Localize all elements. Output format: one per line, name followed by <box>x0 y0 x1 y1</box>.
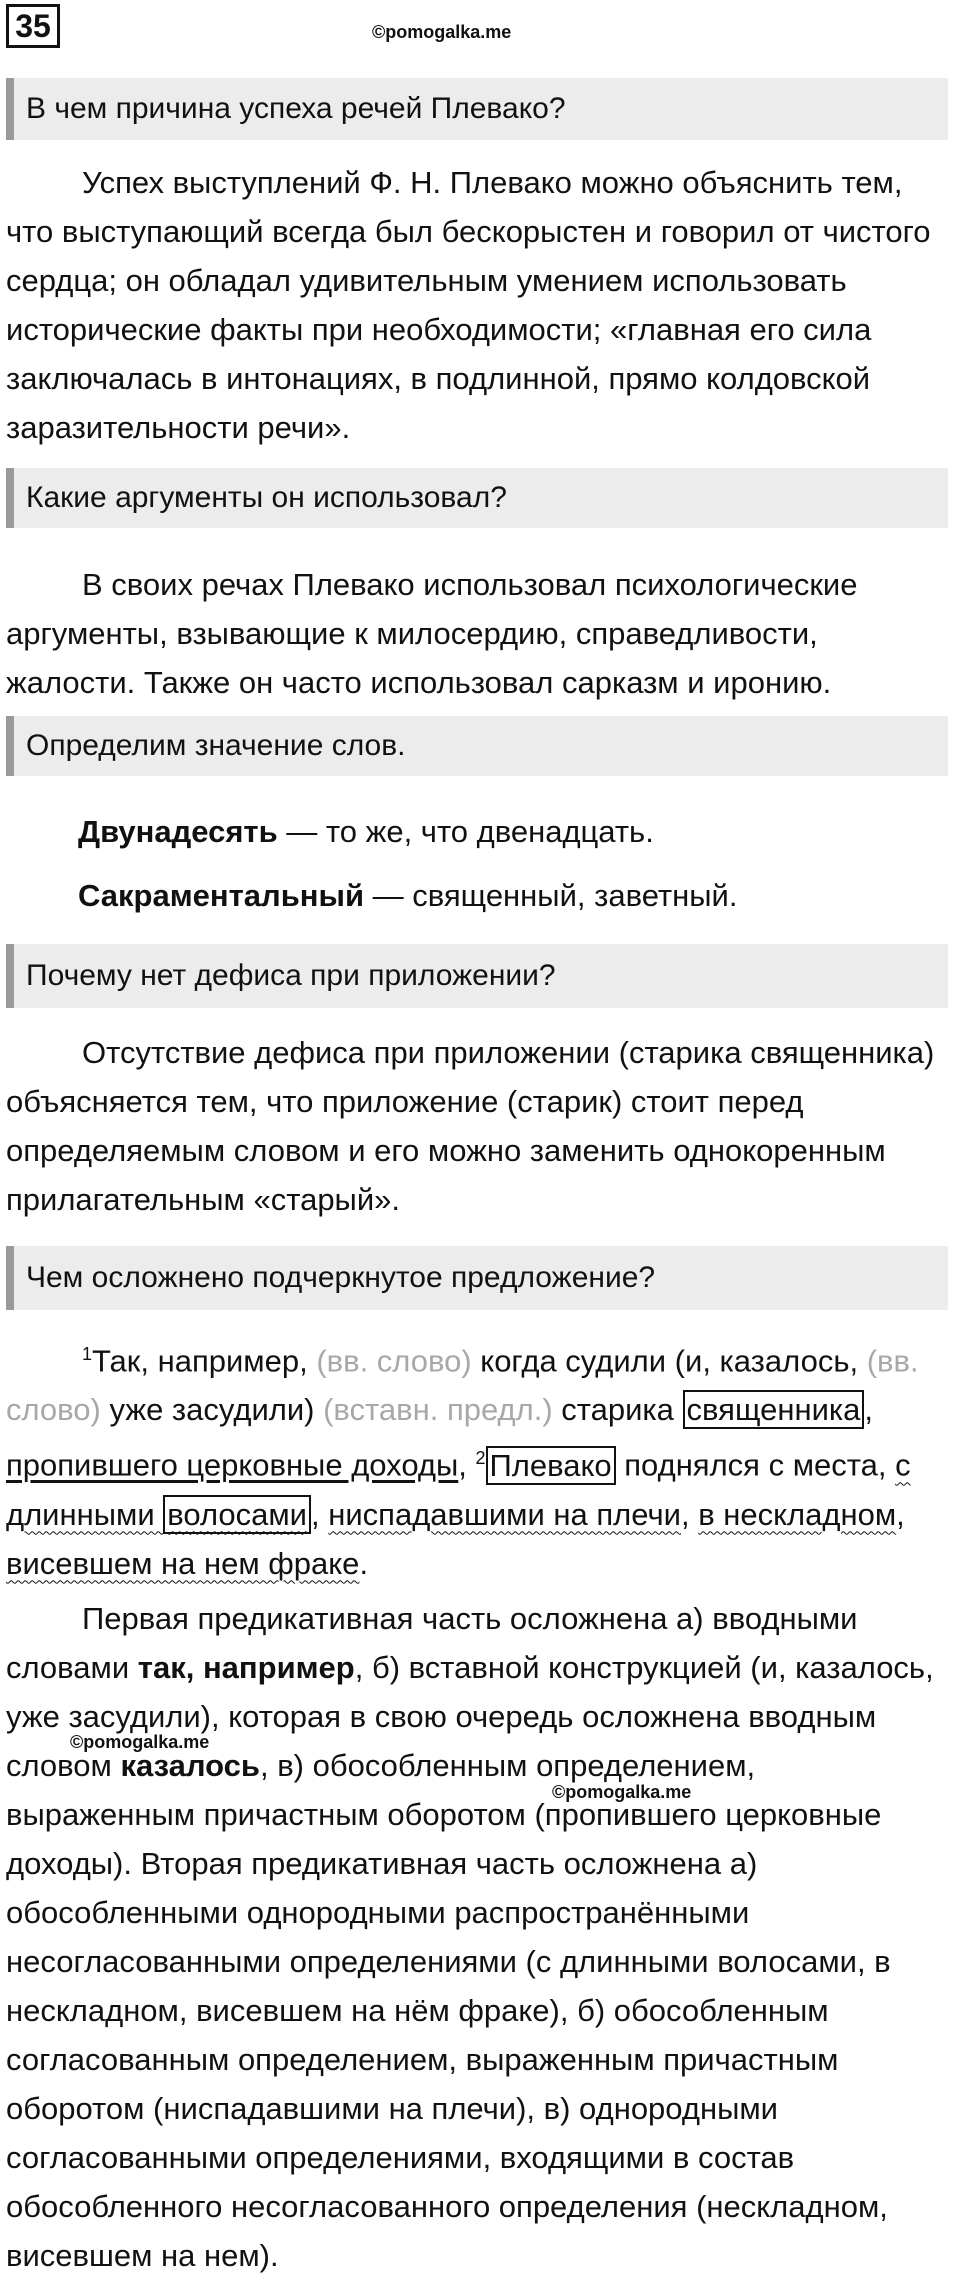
annotation-intro-word-2: (вв. слово) <box>6 1343 919 1428</box>
sentence-text: когда судили (и, казалось, <box>471 1343 867 1379</box>
question-5: Чем осложнено подчеркнутое предложение? <box>6 1246 948 1310</box>
term-1: Двунадесять <box>78 814 278 849</box>
answer-1: Успех выступлений Ф. Н. Плевако можно объяснить тем, что выступающий всегда был бескорыстен и говорил от чистого сердца; он обладал удивительным умением использовать исторические факты при необходимости; «главная его сила заключалась в интонациях, в подлинной, прямо колдовской заразительности речи». <box>6 165 931 445</box>
answer-4: Отсутствие дефиса при приложении (старика священника) объясняется тем, что приложение (старик) стоит перед определяемым словом и его можно заменить однокоренным прилагательным «старый». <box>6 1035 935 1217</box>
question-3: Определим значение слов. <box>6 716 948 776</box>
question-2: Какие аргументы он использовал? <box>6 468 948 528</box>
question-4: Почему нет дефиса при приложении? <box>6 944 948 1008</box>
meaning-2: — священный, заветный. <box>364 878 738 913</box>
sentence-text: Так, например, <box>92 1343 317 1379</box>
wavy-phrase-1: с длинными <box>6 1447 911 1532</box>
wavy-phrase-2: ниспадавшими на плечи <box>328 1496 681 1532</box>
page-number: 35 <box>6 4 60 48</box>
analyzed-sentence <box>6 1330 952 1588</box>
explanation-bold-1: так, например <box>137 1650 355 1685</box>
sentence-text: , <box>896 1496 905 1532</box>
sentence-text: старика <box>552 1392 683 1428</box>
explanation-text: , б) вставной конструкцией (и, казалось, уже засудили), которая в свою очередь осложнена вводным словом <box>6 1650 934 1783</box>
answer-2: В своих речах Плевако использовал психологические аргументы, взывающие к милосердию, справедливости, жалости. Также он часто использовал сарказм и иронию. <box>6 567 858 700</box>
watermark-middle-right: ©pomogalka.me <box>552 1782 692 1802</box>
sentence-text: , <box>680 1496 699 1532</box>
explanation-text: Первая предикативная часть осложнена а) вводными словами <box>6 1601 858 1685</box>
definition-2 <box>78 876 737 916</box>
sentence-text: . <box>359 1545 369 1581</box>
question-1: В чем причина успеха речей Плевако? <box>6 78 948 140</box>
sentence-text: уже засудили) <box>100 1392 324 1428</box>
explanation-text: , в) обособленным определением, выраженным причастным оборотом (пропившего церковные доходы). Вторая предикативная часть осложнена а) обособленными однородными распространёнными несогласованными определениями (с длинными волосами, в нескладном, висевшем на нём фраке), б) обособленным согласованным определением, выраженным причастным оборотом (ниспадавшими на плечи), в) однородными согласованными определениями, входящими в состав обособленного несогласованного определения (нескладном, висевшем на нем). <box>6 1748 891 2273</box>
explanation <box>6 1594 952 2280</box>
wavy-phrase-4: висевшем на нем фраке <box>6 1545 360 1581</box>
underlined-participle-phrase: пропившего церковные доходы <box>6 1447 459 1483</box>
explanation-bold-2: казалось <box>120 1748 260 1783</box>
marker-1: 1 <box>82 1344 93 1364</box>
boxed-word-3: волосами <box>163 1495 311 1534</box>
definition-1 <box>78 812 654 852</box>
wavy-phrase-3: в нескладном <box>698 1496 897 1532</box>
annotation-inserted-clause: (вставн. предл.) <box>323 1392 553 1428</box>
marker-2: 2 <box>475 1448 486 1469</box>
annotation-intro-word-1: (вв. слово) <box>316 1343 472 1379</box>
term-2: Сакраментальный <box>78 878 365 913</box>
sentence-text: , <box>458 1447 476 1483</box>
sentence-text: поднялся с места, <box>615 1447 896 1483</box>
sentence-text: , <box>864 1392 874 1428</box>
meaning-1: — то же, что двенадцать. <box>277 814 654 849</box>
sentence-text: , <box>311 1496 329 1532</box>
watermark-middle-left: ©pomogalka.me <box>70 1732 210 1752</box>
boxed-word-2: Плевако <box>486 1446 616 1485</box>
watermark-top: ©pomogalka.me <box>372 22 512 42</box>
boxed-word-1: священника <box>683 1390 865 1429</box>
